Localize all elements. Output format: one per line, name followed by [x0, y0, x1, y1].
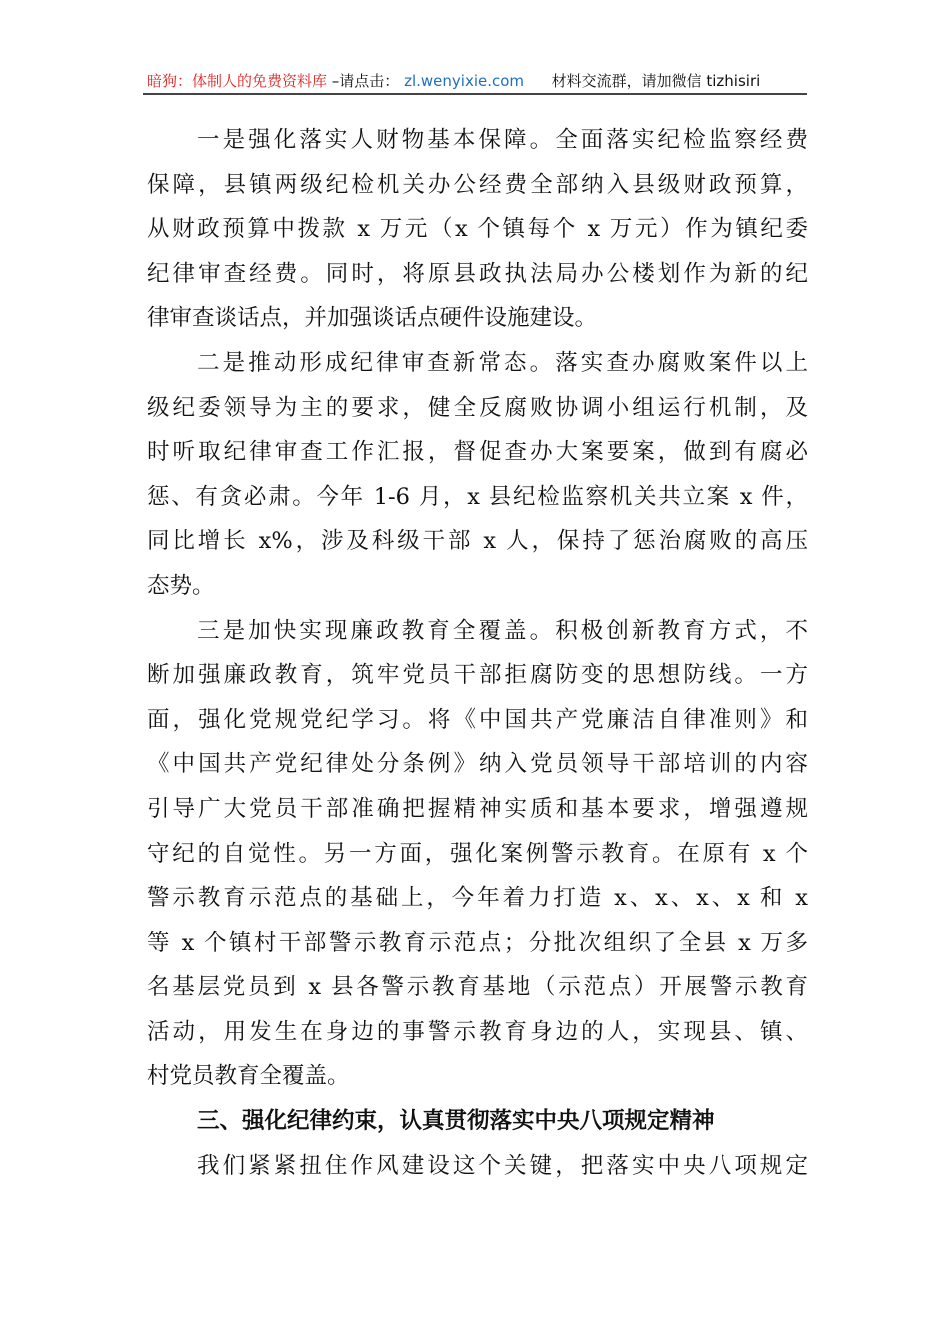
paragraph-line: 三是加快实现廉政教育全覆盖。积极创新教育方式，不	[197, 617, 808, 644]
header-link[interactable]: zl.wenyixie.com	[404, 72, 525, 90]
paragraph-line: 态势。	[147, 572, 215, 599]
paragraph-line: 村党员教育全覆盖。	[147, 1063, 350, 1090]
paragraph-line: 警示教育示范点的基础上，今年着力打造 x、x、x、x 和 x	[147, 885, 808, 912]
paragraph-line: 引导广大党员干部准确把握精神实质和基本要求，增强遵规	[147, 795, 808, 822]
watermark-header	[147, 70, 807, 92]
header-brand: 暗狗：体制人的免费资料库	[147, 72, 328, 90]
paragraph-line: 惩、有贪必肃。今年 1-6 月，x 县纪检监察机关共立案 x 件，	[147, 483, 808, 510]
paragraph-line: 面，强化党规党纪学习。将《中国共产党廉洁自律准则》和	[147, 706, 808, 733]
paragraph-line: 守纪的自觉性。另一方面，强化案例警示教育。在原有 x 个	[147, 840, 808, 867]
paragraph-line: 律审查谈话点，并加强谈话点硬件设施建设。	[147, 305, 598, 332]
paragraph-line: 级纪委领导为主的要求，健全反腐败协调小组运行机制，及	[147, 394, 808, 421]
section-heading: 三、强化纪律约束，认真贯彻落实中央八项规定精神	[197, 1108, 715, 1135]
header-contact: 材料交流群，请加微信 tizhisiri	[551, 72, 761, 90]
paragraph-line: 我们紧紧扭住作风建设这个关键，把落实中央八项规定	[197, 1152, 808, 1179]
paragraph-line: 《中国共产党纪律处分条例》纳入党员领导干部培训的内容	[147, 751, 808, 778]
paragraph-line: 纪律审查经费。同时，将原县政执法局办公楼划作为新的纪	[147, 260, 808, 287]
paragraph-line: 等 x 个镇村干部警示教育示范点；分批次组织了全县 x 万多	[147, 929, 808, 956]
paragraph-line: 一是强化落实人财物基本保障。全面落实纪检监察经费	[197, 127, 808, 153]
paragraph-line: 断加强廉政教育，筑牢党员干部拒腐防变的思想防线。一方	[147, 662, 808, 689]
paragraph-line: 从财政预算中拨款 x 万元（x 个镇每个 x 万元）作为镇纪委	[147, 216, 808, 243]
document-body	[147, 118, 808, 1188]
paragraph-line: 保障，县镇两级纪检机关办公经费全部纳入县级财政预算，	[147, 171, 808, 198]
header-prompt: –请点击：	[331, 72, 400, 90]
paragraph-line: 时听取纪律审查工作汇报，督促查办大案要案，做到有腐必	[147, 439, 808, 466]
paragraph-line: 同比增长 x%，涉及科级干部 x 人，保持了惩治腐败的高压	[147, 528, 808, 555]
header-divider	[143, 93, 807, 95]
paragraph-line: 二是推动形成纪律审查新常态。落实查办腐败案件以上	[197, 349, 808, 376]
paragraph-line: 名基层党员到 x 县各警示教育基地（示范点）开展警示教育	[147, 974, 808, 1001]
paragraph-line: 活动，用发生在身边的事警示教育身边的人，实现县、镇、	[147, 1018, 808, 1045]
